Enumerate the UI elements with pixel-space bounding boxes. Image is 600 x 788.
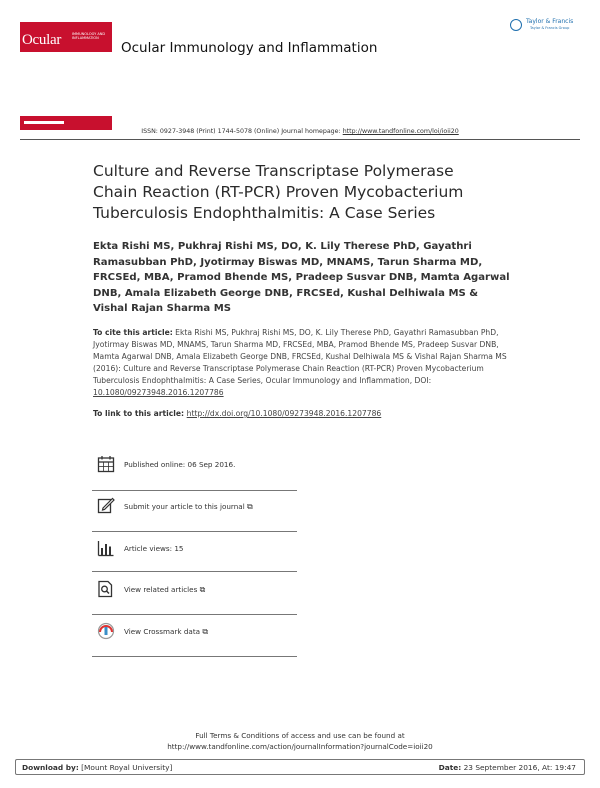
external-link-icon: ⧉ bbox=[247, 502, 253, 511]
related-articles-row[interactable] bbox=[97, 580, 297, 614]
download-institution: [Mount Royal University] bbox=[78, 763, 173, 772]
submit-article-row[interactable] bbox=[97, 497, 297, 531]
article-views-text: Article views: 15 bbox=[124, 544, 184, 553]
terms-url[interactable]: http://www.tandfonline.com/action/journalInformation?journalCode=ioii20 bbox=[167, 742, 433, 751]
publisher-logo[interactable] bbox=[510, 17, 580, 41]
external-link-icon: ⧉ bbox=[202, 627, 209, 636]
header-divider bbox=[20, 139, 580, 140]
article-authors: Ekta Rishi MS, Pukhraj Rishi MS, DO, K. Lily Therese PhD, Gayathri Ramasubban PhD, Jyotirmay Biswas MD, MNAMS, Tarun Sharma MD, FRCSEd, MBA, Pramod Bhende MS, Pradeep Susvar DNB, Mamta Agarwal DNB, Amala Elizabeth George DNB, FRCSEd, Kushal Delhiwala MS & Vishal Rajan Sharma MS bbox=[93, 241, 510, 314]
published-online-row bbox=[97, 455, 297, 489]
article-link-line bbox=[93, 409, 513, 418]
cover-footer-bar bbox=[24, 121, 64, 124]
cover-subtitle: IMMUNOLOGY AND INFLAMMATION bbox=[72, 32, 106, 40]
metrics-divider bbox=[92, 571, 297, 572]
related-articles-link[interactable]: View related articles bbox=[124, 585, 198, 594]
cover-brand: Ocular bbox=[22, 32, 62, 48]
crossmark-link[interactable]: View Crossmark data bbox=[124, 627, 201, 636]
publisher-logo-icon bbox=[510, 19, 522, 31]
publisher-logo-subtext: Taylor & Francis Group bbox=[530, 26, 570, 30]
submit-article-link[interactable]: Submit your article to this journal bbox=[124, 502, 245, 511]
metrics-divider bbox=[92, 490, 297, 491]
download-info-bar bbox=[15, 759, 585, 775]
citation-text: Ekta Rishi MS, Pukhraj Rishi MS, DO, K. Lily Therese PhD, Gayathri Ramasubban PhD, Jyotirmay Biswas MD, MNAMS, Tarun Sharma MD, FRCSEd, MBA, Pramod Bhende MS, Pradeep Susvar DNB, Mamta Agarwal DNB, Amala Elizabeth George DNB, FRCSEd, Kushal Delhiwala MS & Vishal Rajan Sharma MS (2016): Culture and Reverse Transcriptase Polymerase Chain Reaction (RT-PCR) Proven Mycobacterium Tuberculosis Endophthalmitis: A Case Series, Ocular Immunology and Inflammation, DOI: bbox=[93, 328, 507, 385]
download-label: Download by: bbox=[22, 763, 79, 772]
article-views-row bbox=[97, 539, 297, 573]
citation-label: To cite this article: bbox=[93, 328, 173, 337]
citation-doi-link[interactable]: 10.1080/09273948.2016.1207786 bbox=[93, 388, 224, 397]
calendar-icon bbox=[97, 455, 115, 473]
journal-homepage-link[interactable]: http://www.tandfonline.com/loi/ioii20 bbox=[342, 128, 459, 135]
article-title: Culture and Reverse Transcriptase Polymerase Chain Reaction (RT-PCR) Proven Mycobacterium Tuberculosis Endophthalmitis: A Case Series bbox=[93, 162, 464, 222]
citation-block bbox=[93, 327, 511, 399]
cover-image-band bbox=[20, 52, 112, 116]
search-document-icon bbox=[97, 580, 115, 598]
publisher-logo-text: Taylor & Francis bbox=[526, 18, 574, 25]
bar-chart-icon bbox=[97, 539, 115, 557]
terms-notice bbox=[0, 730, 600, 752]
article-doi-url[interactable]: http://dx.doi.org/10.1080/09273948.2016.1207786 bbox=[186, 409, 382, 418]
external-link-icon: ⧉ bbox=[199, 585, 206, 594]
metrics-divider bbox=[92, 614, 297, 615]
terms-line-1: Full Terms & Conditions of access and use can be found at bbox=[195, 731, 405, 740]
issn-line bbox=[0, 128, 600, 135]
journal-cover-thumbnail bbox=[20, 22, 112, 130]
crossmark-row[interactable] bbox=[97, 622, 297, 656]
date-label: Date: bbox=[438, 763, 462, 772]
journal-title: Ocular Immunology and Inflammation bbox=[121, 40, 378, 56]
download-date: 23 September 2016, At: 19:47 bbox=[461, 763, 576, 772]
published-online-text: Published online: 06 Sep 2016. bbox=[124, 460, 236, 469]
crossmark-icon bbox=[97, 622, 115, 640]
article-link-label: To link to this article: bbox=[93, 409, 187, 418]
metrics-divider bbox=[92, 531, 297, 532]
edit-icon bbox=[97, 497, 115, 515]
issn-text: ISSN: 0927-3948 (Print) 1744-5078 (Online) Journal homepage: bbox=[141, 128, 343, 135]
metrics-divider bbox=[92, 656, 297, 657]
